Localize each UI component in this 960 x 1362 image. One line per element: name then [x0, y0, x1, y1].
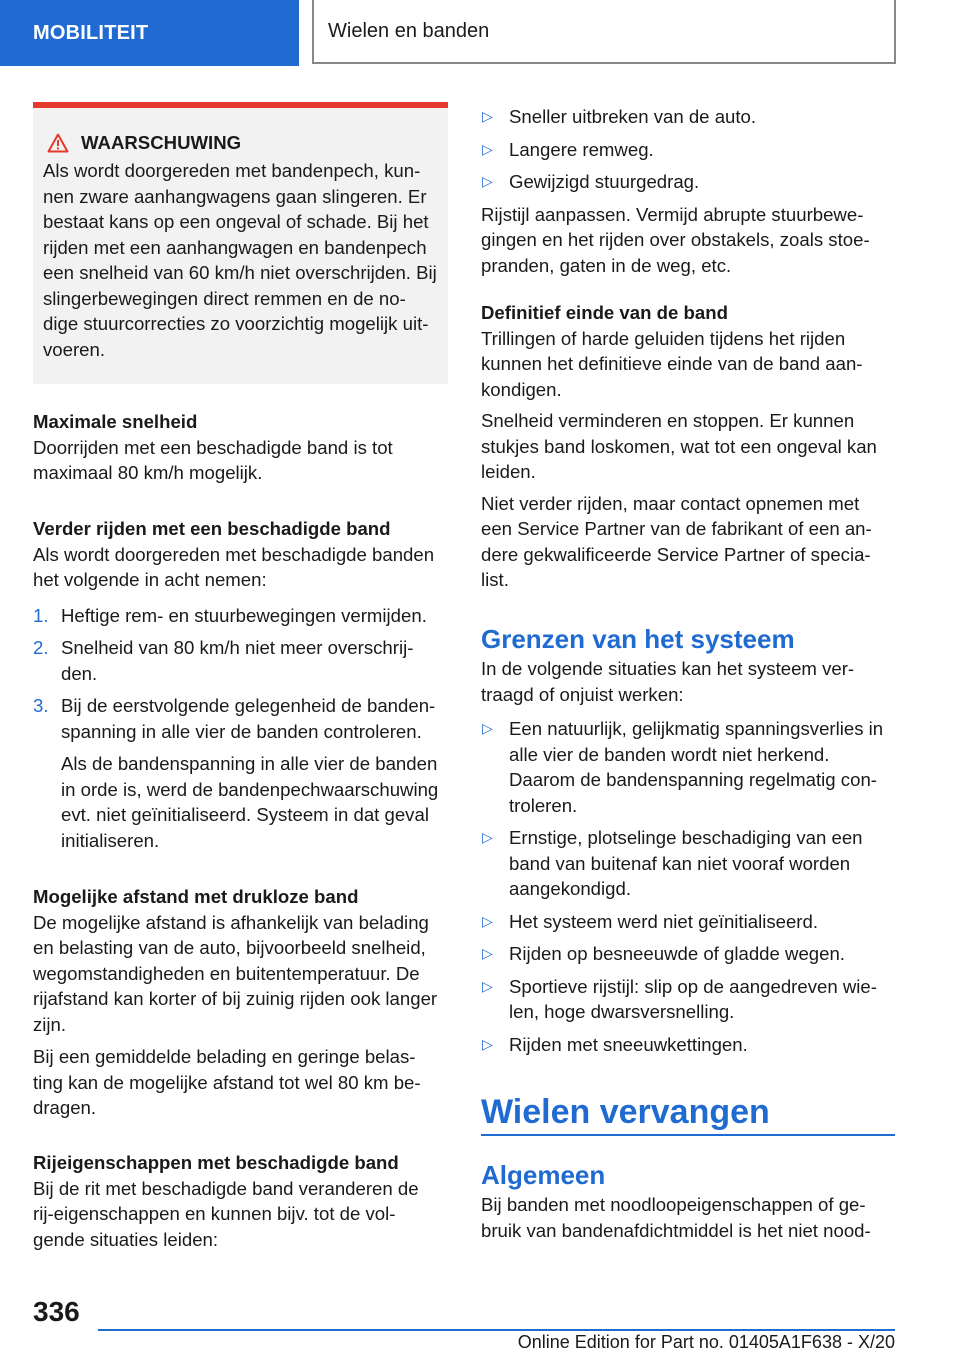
- triangle-bullet-icon: ▷: [482, 1035, 493, 1052]
- list-item: [481, 941, 901, 967]
- body-line: een Service Partner van de fabrikant of een an-: [481, 518, 872, 539]
- list-item: [33, 635, 453, 686]
- list-item: [481, 825, 901, 902]
- body-line: dere gekwalificeerde Service Partner of specia-: [481, 543, 871, 565]
- body-line: en belasting van de auto, bijvoorbeeld snelheid,: [33, 937, 426, 958]
- body-line: Bij een gemiddelde belading en geringe belas-: [33, 1046, 416, 1067]
- list-item: [481, 909, 901, 935]
- bullet-text: Een natuurlijk, gelijkmatig spanningsverlies in: [509, 718, 884, 739]
- body-line: Niet verder rijden, maar contact opnemen met: [481, 492, 860, 514]
- warning-line: nen zware aanhangwagens gaan slingeren. Er: [43, 185, 427, 207]
- step-text: spanning in alle vier de banden controleren.: [61, 720, 422, 742]
- step-note-line: evt. niet geïnitialiseerd. Systeem in dat geval: [61, 804, 429, 825]
- triangle-bullet-icon: ▷: [482, 977, 493, 994]
- change-wheels-heading: Wielen vervangen: [481, 1093, 770, 1131]
- triangle-bullet-icon: ▷: [482, 720, 493, 736]
- bullet-text: troleren.: [509, 794, 578, 816]
- section-tab: [0, 0, 299, 66]
- list-item: [33, 693, 453, 853]
- bullet-text: Het systeem werd niet geïnitialiseerd.: [509, 910, 819, 932]
- triangle-bullet-icon: ▷: [482, 108, 493, 124]
- body-line: list.: [481, 569, 509, 590]
- steps-list: [33, 603, 453, 854]
- body-line: zijn.: [33, 1013, 67, 1035]
- list-item: [481, 716, 901, 818]
- bullet-text: alle vier de banden wordt niet herkend.: [509, 743, 830, 765]
- bullet-text: Sportieve rijstijl: slip op de aangedreven wie-: [509, 975, 877, 997]
- warning-line: rijden met een aanhangwagen en bandenpech: [43, 236, 427, 258]
- body-line: leiden.: [481, 461, 536, 482]
- body-line: In de volgende situaties kan het systeem ver-: [481, 658, 855, 679]
- body-line: Doorrijden met een beschadigde band is tot: [33, 436, 393, 458]
- continue-heading: Verder rijden met een beschadigde band: [33, 518, 391, 539]
- max-speed-heading: Maximale snelheid: [33, 411, 198, 432]
- limits-heading: Grenzen van het systeem: [481, 624, 795, 654]
- step-number: 2.: [33, 637, 49, 658]
- step-text: den.: [61, 662, 98, 684]
- body-line: ting kan de mogelijke afstand tot wel 80 km be-: [33, 1071, 421, 1093]
- body-line: wegomstandigheden en buitentemperatuur. De: [33, 962, 420, 984]
- end-of-tire-heading: Definitief einde van de band: [481, 302, 728, 323]
- limits-list: [481, 716, 901, 1057]
- max-speed-section: [33, 409, 448, 486]
- end-of-tire-section: [481, 300, 901, 593]
- warning-text: [43, 158, 438, 362]
- body-line: kondigen.: [481, 378, 562, 400]
- warning-header: [43, 132, 438, 154]
- handling-effects: [481, 104, 901, 278]
- handling-heading: Rijeigenschappen met beschadigde band: [33, 1152, 399, 1173]
- body-line: stukjes band loskomen, wat tot een ongeval kan: [481, 435, 877, 457]
- step-note: [61, 751, 453, 853]
- triangle-bullet-icon: ▷: [482, 140, 493, 157]
- footer-rule: [98, 1329, 895, 1331]
- body-line: gingen en het rijden over obstakels, zoals stoe-: [481, 229, 870, 250]
- body-line: gende situaties leiden:: [33, 1228, 219, 1250]
- list-item: [481, 974, 901, 1025]
- chapter-title: Wielen en banden: [328, 19, 490, 42]
- bullet-text: Ernstige, plotselinge beschadiging van een: [509, 827, 863, 848]
- list-item: [33, 603, 453, 629]
- body-line: dragen.: [33, 1097, 97, 1118]
- bullet-text: band van buitenaf kan niet vooraf worden: [509, 852, 851, 874]
- warning-line: voeren.: [43, 338, 106, 360]
- body-line: Bij de rit met beschadigde band veranderen de: [33, 1177, 419, 1199]
- body-line: Rijstijl aanpassen. Vermijd abrupte stuurbewe-: [481, 203, 864, 225]
- body-line: rijafstand kan korter of bij zuinig rijden ook langer: [33, 988, 438, 1009]
- bullet-text: len, hoge dwarsversnelling.: [509, 1001, 735, 1022]
- warning-line: slingerbewegingen direct remmen en de no-: [43, 287, 406, 309]
- body-line: maximaal 80 km/h mogelijk.: [33, 462, 263, 483]
- bullet-text: Sneller uitbreken van de auto.: [509, 106, 757, 127]
- triangle-bullet-icon: ▷: [482, 912, 493, 929]
- step-number: 3.: [33, 695, 49, 716]
- step-text: Heftige rem- en stuurbewegingen vermijden.: [61, 604, 427, 626]
- change-wheels-section: [481, 1090, 895, 1243]
- general-heading: Algemeen: [481, 1160, 606, 1190]
- bullet-text: Langere remweg.: [509, 138, 654, 160]
- body-line: Als wordt doorgereden met beschadigde banden: [33, 543, 435, 565]
- list-item: [481, 169, 901, 195]
- warning-line: Als wordt doorgereden met bandenpech, kun-: [43, 160, 421, 181]
- triangle-bullet-icon: ▷: [482, 829, 493, 845]
- distance-section: [33, 884, 453, 1121]
- body-line: bruik van bandenafdichtmiddel is het niet nood-: [481, 1219, 871, 1241]
- body-line: kunnen het definitieve einde van de band aan-: [481, 353, 863, 374]
- body-line: De mogelijke afstand is afhankelijk van belading: [33, 911, 429, 933]
- chapter-header: [312, 0, 896, 64]
- limits-section: [481, 622, 901, 1057]
- heading-rule: [481, 1134, 895, 1136]
- body-line: Trillingen of harde geluiden tijdens het rijden: [481, 327, 846, 349]
- triangle-bullet-icon: ▷: [482, 173, 493, 189]
- step-text: Bij de eerstvolgende gelegenheid de banden-: [61, 695, 436, 716]
- warning-title: WAARSCHUWING: [81, 132, 242, 153]
- body-line: traagd of onjuist werken:: [481, 683, 684, 705]
- distance-heading: Mogelijke afstand met drukloze band: [33, 886, 359, 907]
- edition-text: Online Edition for Part no. 01405A1F638 - X/20: [517, 1332, 895, 1352]
- page-number: 336: [33, 1296, 80, 1327]
- bullet-text: Daarom de bandenspanning regelmatig con-: [509, 769, 877, 790]
- handling-section: [33, 1150, 453, 1252]
- list-item: [481, 137, 901, 163]
- step-note-line: initialiseren.: [61, 829, 160, 851]
- body-line: Snelheid verminderen en stoppen. Er kunnen: [481, 410, 855, 431]
- body-line: pranden, gaten in de weg, etc.: [481, 254, 732, 276]
- section-title: MOBILITEIT: [33, 21, 149, 44]
- effects-list: [481, 104, 901, 195]
- body-line: rij-eigenschappen en kunnen bijv. tot de vol-: [33, 1203, 396, 1224]
- step-number: 1.: [33, 604, 49, 626]
- warning-line: bestaat kans op een ongeval of schade. Bij het: [43, 211, 429, 232]
- step-note-line: in orde is, werd de bandenpechwaarschuwing: [61, 778, 439, 800]
- warning-box: [33, 102, 448, 384]
- warning-triangle-icon: [47, 133, 69, 153]
- warning-line: een snelheid van 60 km/h niet overschrijden. Bij: [43, 262, 437, 283]
- bullet-text: Rijden op besneeuwde of gladde wegen.: [509, 943, 845, 964]
- list-item: [481, 104, 901, 130]
- triangle-bullet-icon: ▷: [482, 945, 493, 961]
- bullet-text: Rijden met sneeuwkettingen.: [509, 1033, 748, 1055]
- step-text: Snelheid van 80 km/h niet meer overschrij-: [61, 637, 414, 658]
- body-line: Bij banden met noodloopeigenschappen of ge-: [481, 1194, 866, 1215]
- list-item: [481, 1032, 901, 1058]
- continue-section: [33, 516, 453, 853]
- bullet-text: aangekondigd.: [509, 878, 632, 899]
- warning-line: dige stuurcorrecties zo voorzichtig mogelijk uit-: [43, 313, 429, 334]
- bullet-text: Gewijzigd stuurgedrag.: [509, 171, 700, 192]
- body-line: het volgende in acht nemen:: [33, 569, 267, 590]
- step-note-line: Als de bandenspanning in alle vier de banden: [61, 753, 438, 774]
